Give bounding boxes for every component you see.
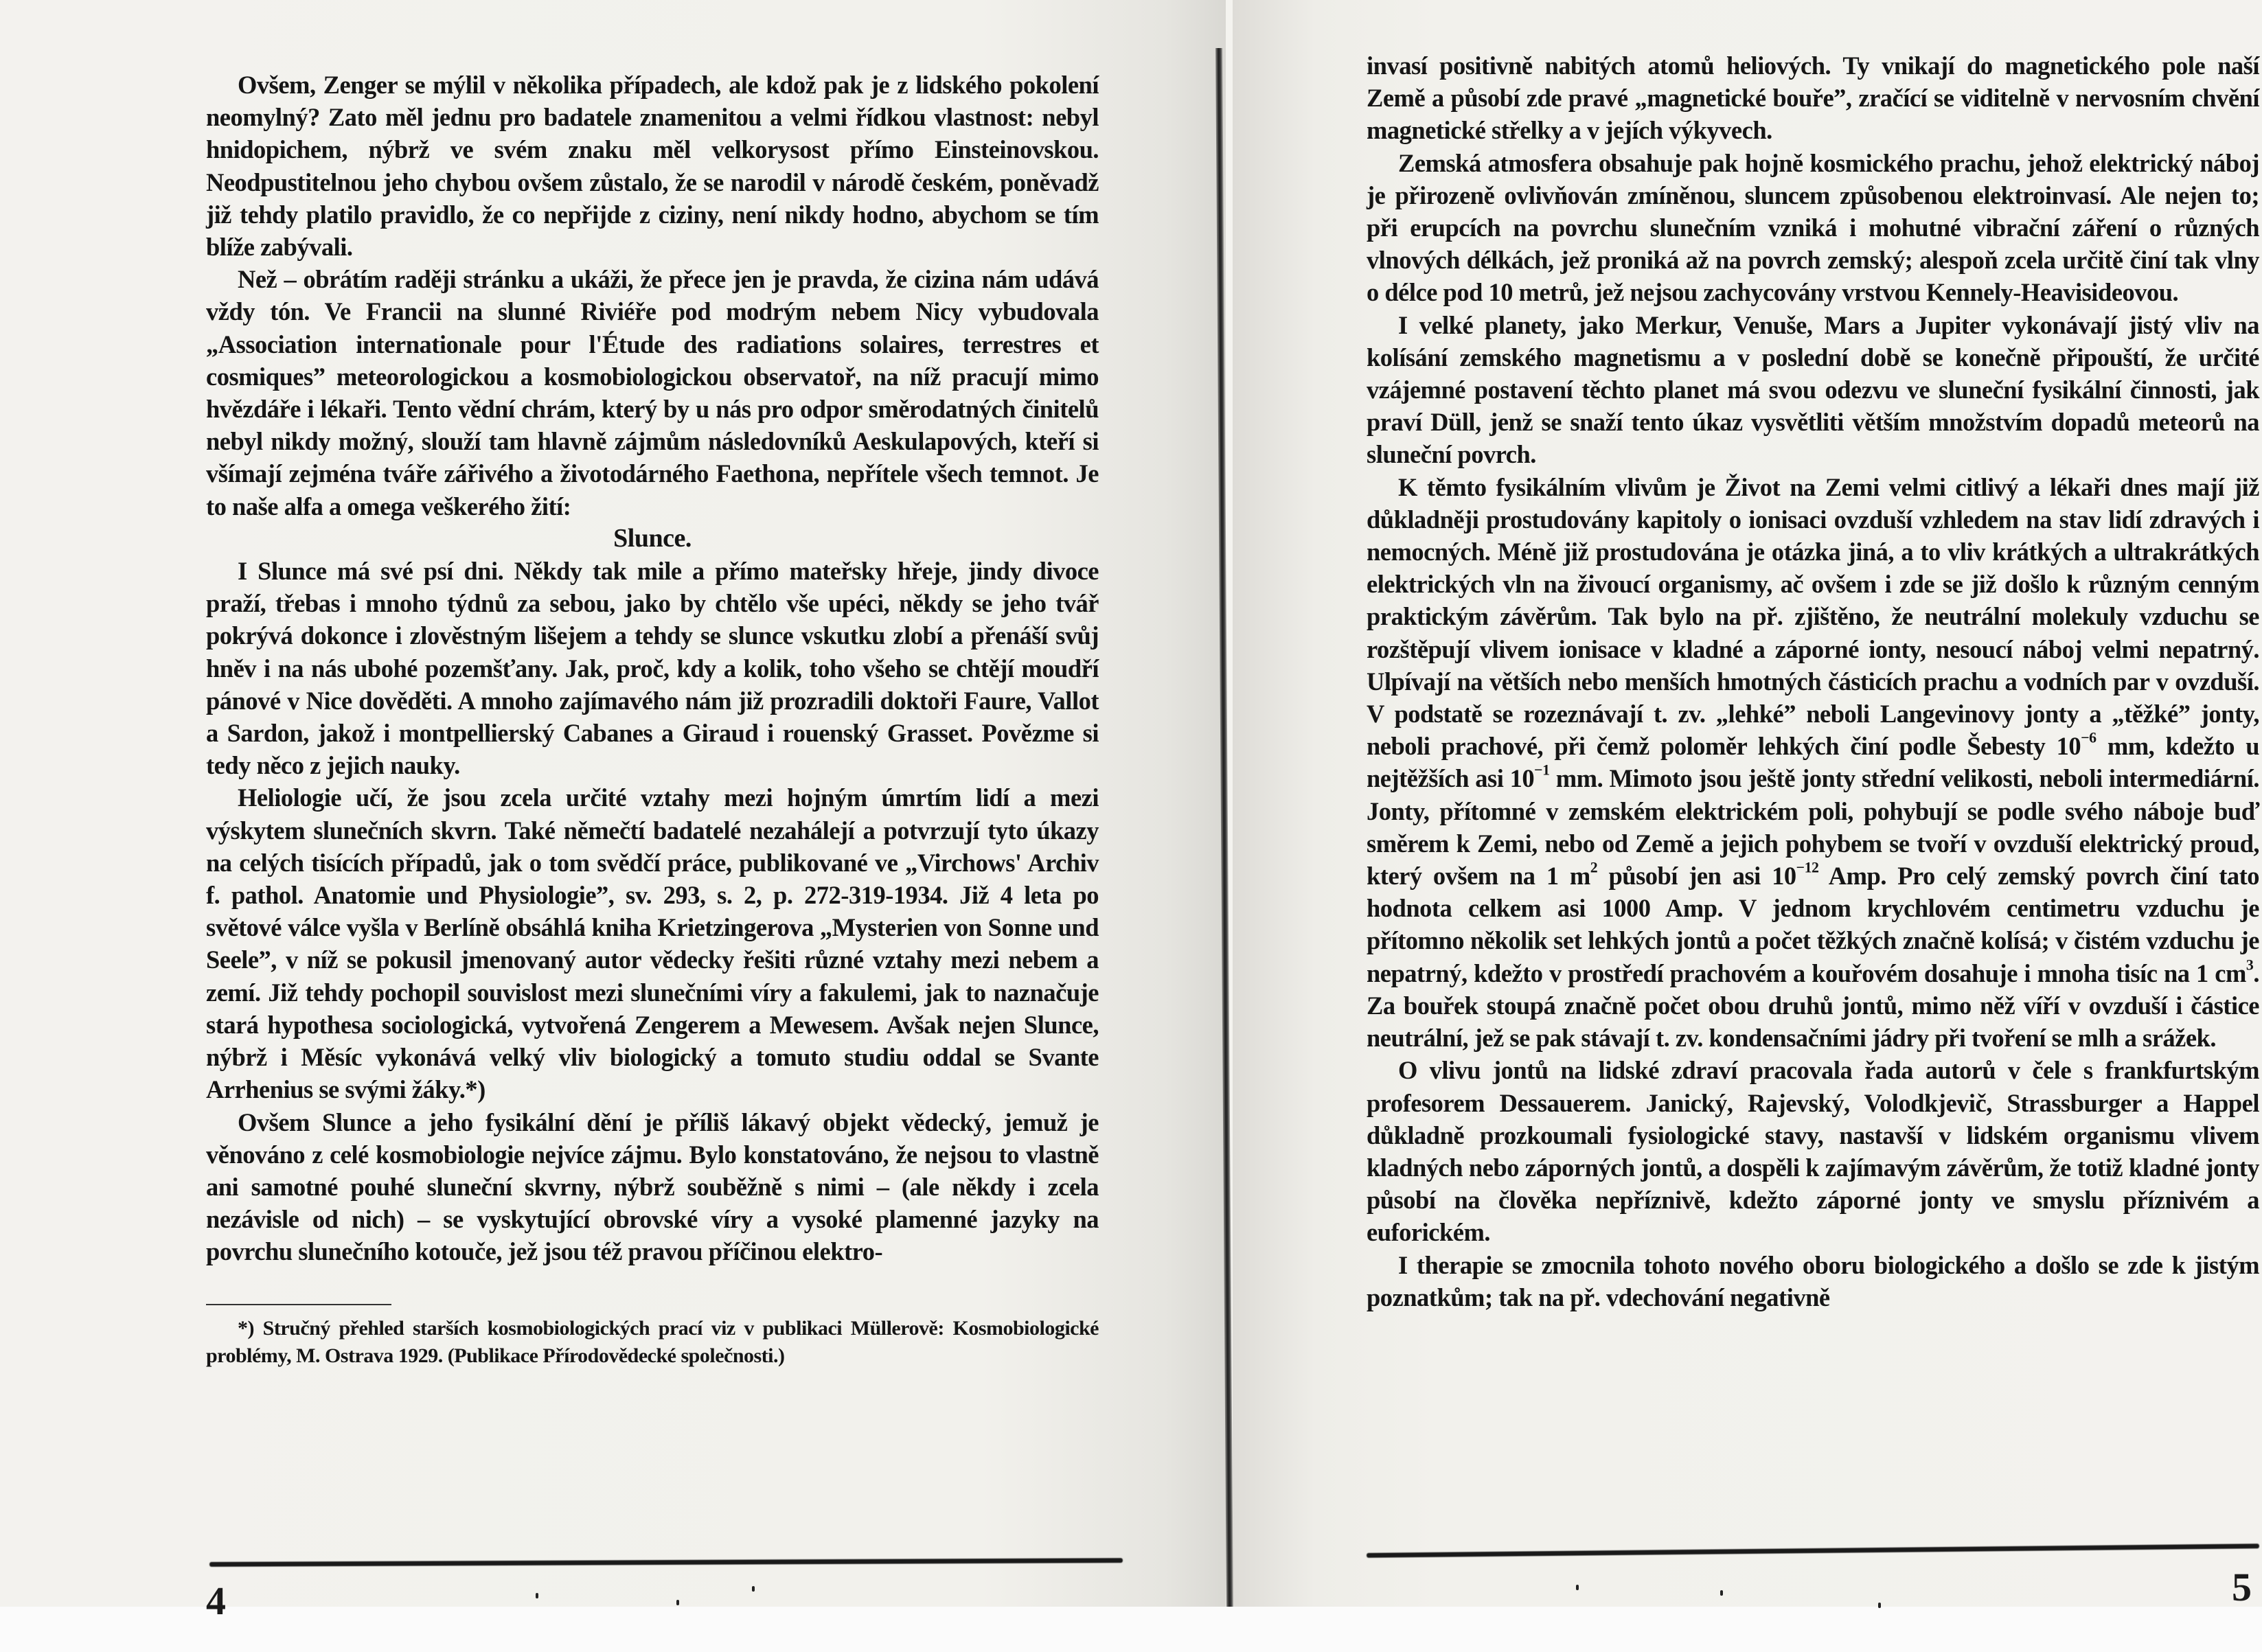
paragraph-continued: invasí positivně nabitých atomů heliových. Ty vnikají do magnetického pole naší Země a působí zde pravé „magnetické bouře”, zračící se viditelně v nervosním chvění magnetické střelky a v jejích výkyvech.: [1367, 51, 2259, 145]
paragraph: I therapie se zmocnila tohoto nového oboru biologického a došlo se zde k jistým poznatkům; tak na př. vdechování negativně: [1367, 1250, 2259, 1311]
text-run: . Za bouřek stoupá značně počet obou druhů jontů, mimo něž víří v ovzduší i částice neutrální, jež se pak stávají t. zv. kondensačními jádry při tvoření se mlh a srážek.: [1367, 959, 2259, 1053]
paragraph: O vlivu jontů na lidské zdraví pracovala řada autorů v čele s frankfurtským profesorem Dessauerem. Janický, Rajevský, Volodkjevič, Strassburger a Happel důkladně prozkoumali fysiologické stavy, nastavší v lidském organismu vlivem kladných nebo záporných jontů, a dospěli k zajímavým závěrům, že totiž kladné jonty působí na člověka nepříznivě, kdežto záporné jonty ve smyslu příznivém a euforickém.: [1367, 1056, 2259, 1247]
paragraph: Heliologie učí, že jsou zcela určité vztahy mezi hojným úmrtím lidí a mezi výskytem slunečních skvrn. Také němečtí badatelé nezahálejí a potvrzují tyto úkazy na celých tisících případů, jak o tom svědčí práce, publikované ve „Virchows' Archiv f. pathol. Anatomie und Physiologie”, sv. 293, s. 2, p. 272-319-1934. Již 4 leta po světové válce vyšla v Berlíně obsáhlá kniha Krietzingerova „Mysterien von Sonne und Seele”, v níž se pokusil jmenovaný autor vědecky řešiti různé vztahy mezi nebem a zemí. Již tehdy pochopil souvislost mezi slunečními víry a fakulemi, jak to naznačuje stará hypothesa sociologická, vytvořená Zengerem a Mewesem. Avšak nejen Slunce, nýbrž i Měsíc vykonává velký vliv biologický a tomuto studiu oddal se Svante Arrhenius se svými žáky.*): [206, 783, 1099, 1104]
speck: [1576, 1585, 1579, 1590]
text-run: mm, kdežto u nejtěžších asi 10: [1367, 732, 2260, 793]
scan-bottom-margin: [0, 1607, 2262, 1652]
section-heading: Slunce.: [613, 523, 692, 553]
paragraph: I velké planety, jako Merkur, Venuše, Mars a Jupiter vykonávají jistý vliv na kolísání zemského magnetismu a v poslední době se konečně připouští, že určité vzájemné postavení těchto planet má svou odezvu ve sluneční fysikální činnosti, jak praví Düll, jenž se snaží tento úkaz vysvětliti větším množstvím dopadů meteorů na sluneční povrch.: [1367, 310, 2259, 469]
text-run: K těmto fysikálním vlivům je Život na Zemi velmi citlivý a lékaři dnes mají již důkladněji prostudovány kapitoly o ionisaci ovzduší vzhledem na stav lidí zdravých i nemocných. Méně již prostudována je otázka jiná, a to vliv krátkých a ultrakrátkých elektrických vln na živoucí organismy, ač ovšem i zde se již došlo k různým cenným praktickým závěrům. Tak bylo na př. zjištěno, že neutrální molekuly vzduchu se rozštěpují vlivem ionisace v kladné a záporné ionty, nesoucí náboj velmi nepatrný. Ulpívají na větších nebo menších hmotných částicích prachu a vodních par v ovzduší. V podstatě se rozeznávají t. zv. „lehké” neboli Langevinovy jonty a „těžké” jonty, neboli prachové, při čemž poloměr lehkých činí podle Šebesty 10: [1367, 472, 2259, 761]
left-page-body: [206, 69, 1099, 1370]
speck: [676, 1600, 679, 1605]
paragraph: Ovšem, Zenger se mýlil v několika případech, ale kdož pak je z lidského pokolení neomylný? Zato měl jednu pro badatele znamenitou a velmi řídkou vlastnost: nebyl hnidopichem, nýbrž ve svém znaku měl velkorysost přímo Einsteinovskou. Neodpustitelnou jeho chybou ovšem zůstalo, že se narodil v národě českém, poněvadž již tehdy platilo pravidlo, že co nepřijde z ciziny, není nikdy hodno, abychom se tím blíže zabývali.: [206, 71, 1099, 262]
text-run: mm. Mimoto jsou ještě jonty střední velikosti, neboli intermediární. Jonty, přítomné v zemském elektrickém poli, pohybují se podle svého náboje buď směrem k Zemi, nebo od Země a jejich pohybem se tvoří v ovzduší elektrický proud, který ovšem na 1 m: [1367, 764, 2259, 891]
text-run: působí jen asi 10: [1597, 862, 1796, 891]
paragraph: Ovšem Slunce a jeho fysikální dění je příliš lákavý objekt vědecký, jemuž je věnováno z celé kosmobiologie nejvíce zájmu. Bylo konstatováno, že nejsou to vlastně ani samotné pouhé sluneční skvrny, nýbrž souběžně s nimi – (ale někdy i zcela nezávisle od nich) – se vyskytující obrovské víry a vysoké plamenné jazyky na povrchu slunečního kotouče, jež jsou též pravou příčinou elektro-: [206, 1108, 1099, 1266]
paragraph: Zemská atmosfera obsahuje pak hojně kosmického prachu, jehož elektrický náboj je přirozeně ovlivňován zmíněnou, sluncem způsobenou elektroinvasí. Ale nejen to; při erupcích na povrchu slunečním vzniká i mohutné vibrační záření o různých vlnových délkách, jež proniká až na povrch zemský; alespoň zcela určitě činí tak vlny o délce pod 10 metrů, jež nejsou zachycovány vrstvou Kennely-Heavisideovou.: [1367, 148, 2259, 307]
page-number-right: 5: [2232, 1565, 2252, 1609]
footnote: *) Stručný přehled starších kosmobiologických prací viz v publikaci Müllerově: Kosmobiologické problémy, M. Ostrava 1929. (Publikace Přírodovědecké společnosti.): [206, 1316, 1099, 1367]
right-page-body: [1367, 49, 2259, 1313]
exponent: 2: [1590, 858, 1598, 876]
speck: [752, 1586, 755, 1592]
exponent: −12: [1796, 858, 1819, 876]
paragraph: I Slunce má své psí dni. Někdy tak mile a přímo mateřsky hřeje, jindy divoce praží, třebas i mnoho týdnů za sebou, jako by chtělo vše upéci, někdy se jeho tvář pokrývá dokonce i zlověstným lišejem a tehdy se slunce vskutku zlobí a přenáší svůj hněv i na nás ubohé pozemšťany. Jak, proč, kdy a kolik, toho všeho se chtějí moudří pánové v Nice dověděti. A mnoho zajímavého nám již prozradili doktoři Faure, Vallot a Sardon, jakož i montpellierský Cabanes a Giraud i rouenský Grasset. Povězme si tedy něco z jejich nauky.: [206, 557, 1099, 780]
page-number-left: 4: [206, 1579, 226, 1623]
speck: [536, 1593, 538, 1598]
text-run: Amp. Pro celý zemský povrch činí tato hodnota celkem asi 1000 Amp. V jednom krychlovém centimetru vzduchu je přítomno několik set lehkých jontů a počet těžkých značně kolísá; v čistém vzduchu je nepatrný, kdežto v prostředí prachovém a kouřovém dosahuje i mnoha tisíc na 1 cm: [1367, 862, 2260, 987]
exponent: −6: [2081, 729, 2097, 746]
exponent: 3: [2246, 956, 2254, 974]
exponent: −1: [1534, 761, 1550, 779]
speck: [1878, 1603, 1881, 1608]
paragraph: Než – obrátím raději stránku a ukáži, že přece jen je pravda, že cizina nám udává vždy tón. Ve Francii na slunné Riviéře pod modrým nebem Nicy vybudovala „Association internationale pour l'Étude des radiations solaires, terrestres et cosmiques” meteorologickou a kosmobiologickou observatoř, na níž pracují mimo hvězdáře i lékaři. Tento vědní chrám, který by u nás pro odpor směrodatných činitelů nebyl nikdy možný, slouží tam hlavně zájmům následovníků Aeskulapových, kteří si všímají zejména tváře zářivého a životodárného Faethona, nepřítele všech temnot. Je to naše alfa a omega veškerého žití:: [206, 265, 1099, 520]
speck: [1720, 1590, 1723, 1596]
paragraph-ions: [1367, 471, 2259, 1055]
footnote-divider: [206, 1304, 391, 1305]
